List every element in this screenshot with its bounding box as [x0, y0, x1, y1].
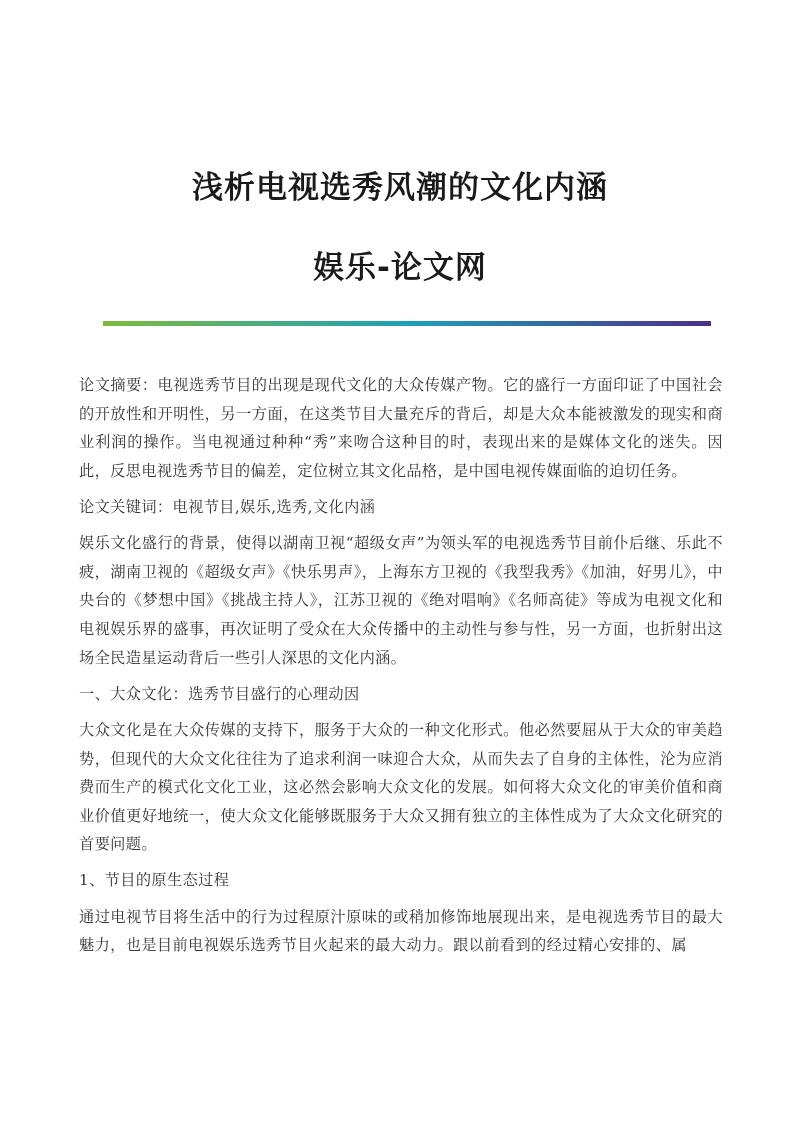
intro-paragraph: 娱乐文化盛行的背景，使得以湖南卫视“超级女声”为领头军的电视选秀节目前仆后继、乐此不疲，湖南卫视的《超级女声》《快乐男声》，上海东方卫视的《我型我秀》《加油，好男儿》，中央台的《梦想中国》《挑战主持人》，江苏卫视的《绝对唱响》《名师高徒》等成为电视文化和电视娱乐界的盛事，再次证明了受众在大众传播中的主动性与参与性，另一方面，也折射出这场全民造星运动背后一些引人深思的文化内涵。 [79, 534, 723, 667]
document-title: 浅析电视选秀风潮的文化内涵 [192, 170, 608, 206]
section-heading-1: 一、大众文化：选秀节目盛行的心理动因 [79, 684, 360, 703]
document-body [79, 371, 723, 967]
keywords-paragraph: 论文关键词：电视节目,娱乐,选秀,文化内涵 [79, 497, 376, 516]
gradient-divider [103, 321, 711, 326]
section-1-paragraph: 大众文化是在大众传媒的支持下，服务于大众的一种文化形式。他必然要屈从于大众的审美趋势，但现代的大众文化往往为了追求利润一味迎合大众，从而失去了自身的主体性，沦为应消费而生产的模式化文化工业，这必然会影响大众文化的发展。如何将大众文化的审美价值和商业价值更好地统一，使大众文化能够既服务于大众又拥有独立的主体性成为了大众文化研究的首要问题。 [79, 720, 723, 854]
abstract-paragraph: 论文摘要：电视选秀节目的出现是现代文化的大众传媒产物。它的盛行一方面印证了中国社会的开放性和开明性，另一方面，在这类节目大量充斥的背后，却是大众本能被激发的现实和商业利润的操作。当电视通过种种“秀”来吻合这种目的时，表现出来的是媒体文化的迷失。因此，反思电视选秀节目的偏差，定位树立其文化品格，是中国电视传媒面临的迫切任务。 [79, 376, 723, 480]
subsection-heading-1: 1、节目的原生态过程 [79, 871, 230, 890]
document-subtitle: 娱乐-论文网 [313, 250, 487, 286]
subsection-1-paragraph: 通过电视节目将生活中的行为过程原汁原味的或稍加修饰地展现出来，是电视选秀节目的最大魅力，也是目前电视娱乐选秀节目火起来的最大动力。跟以前看到的经过精心安排的、属 [79, 907, 723, 955]
